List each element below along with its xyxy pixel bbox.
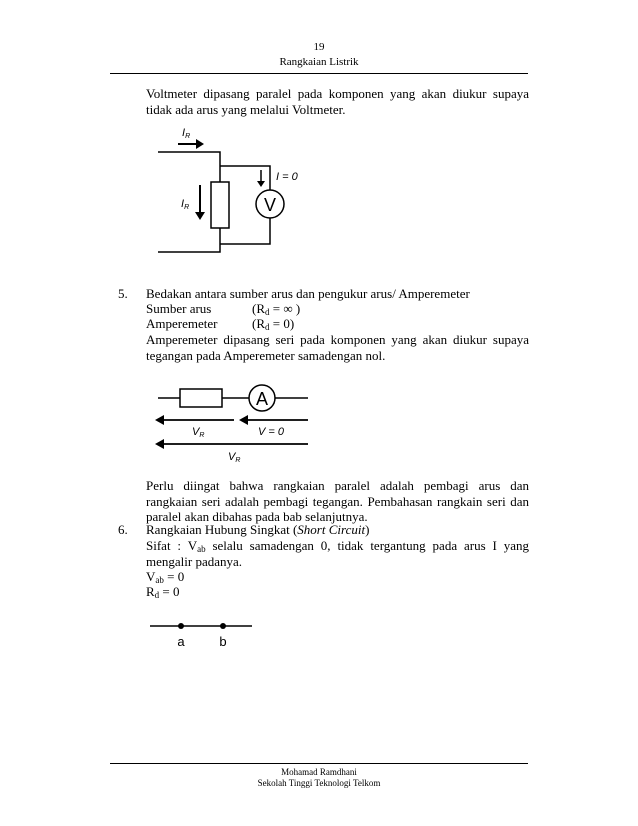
current-arrowhead-top — [196, 139, 204, 149]
ammeter-circuit-diagram — [148, 378, 318, 472]
item5-number: 5. — [118, 286, 128, 301]
series-resistor — [180, 389, 222, 407]
item5-row2-value: $(R_d = 0)$ — [252, 316, 295, 332]
note-paragraph: Perlu diingat bahwa rangkaian paralel adalah pembagi arus dan rangkaian seri adalah pembagi tegangan. Pembahasan rangkain seri dan paralel akan dibahas pada bab selanjutnya. — [146, 478, 529, 524]
label-ir-side: IR — [181, 198, 190, 211]
label-a: a — [177, 634, 185, 649]
vr-arrowhead — [155, 415, 164, 425]
node-b — [220, 623, 226, 629]
label-vr: VR — [192, 426, 205, 439]
item6-title: Rangkaian Hubung Singkat (Short Circuit) — [146, 522, 370, 537]
node-a — [178, 623, 184, 629]
label-b: b — [219, 634, 227, 649]
ammeter-series-figure — [148, 378, 318, 472]
label-vr-total: VR — [228, 451, 241, 464]
item5-row1-label: Sumber arus — [146, 301, 212, 316]
zero-current-arrowhead — [257, 181, 265, 187]
label-ir-top: IR — [182, 127, 191, 140]
header-rule — [110, 73, 528, 74]
item6-vab: $V_{ab} = 0$ — [146, 569, 185, 585]
page-number: 19 — [313, 41, 325, 53]
item5-description: Amperemeter dipasang seri pada komponen yang akan diukur supaya tegangan pada Amperemeter samadengan nol. — [146, 332, 529, 363]
item6-sifat: Sifat : $V_{ab}$ selalu samadengan 0, tidak tergantung pada arus I yang mengalir padanya. — [146, 538, 529, 569]
label-v-zero: V = 0 — [258, 426, 284, 438]
intro-paragraph: Voltmeter dipasang paralel pada komponen yang akan diukur supaya tidak ada arus yang melalui Voltmeter. — [146, 86, 529, 117]
item6-number: 6. — [118, 522, 128, 537]
item5-title: Bedakan antara sumber arus dan pengukur arus/ Amperemeter — [146, 286, 470, 301]
short-circuit-figure — [146, 612, 258, 652]
voltmeter-circuit-diagram — [150, 120, 320, 260]
voltmeter-letter: V — [263, 195, 277, 215]
voltmeter-parallel-figure — [150, 120, 320, 260]
short-circuit-diagram — [146, 612, 258, 652]
footer-rule — [110, 763, 528, 764]
v-zero-arrowhead — [239, 415, 248, 425]
label-i-zero: I = 0 — [276, 171, 298, 183]
current-arrowhead-side — [195, 212, 205, 220]
item6-rd: $R_d = 0$ — [146, 584, 180, 600]
footer-institution: Sekolah Tinggi Teknologi Telkom — [257, 778, 381, 788]
resistor — [211, 182, 229, 228]
ammeter-letter: A — [255, 389, 269, 409]
running-title: Rangkaian Listrik — [279, 56, 359, 68]
item5-row1-value: ($R_d$ = ∞ ) — [252, 301, 301, 317]
footer-author: Mohamad Ramdhani — [281, 767, 357, 777]
item5-row2-label: Amperemeter — [146, 316, 218, 331]
vr-total-arrowhead — [155, 439, 164, 449]
